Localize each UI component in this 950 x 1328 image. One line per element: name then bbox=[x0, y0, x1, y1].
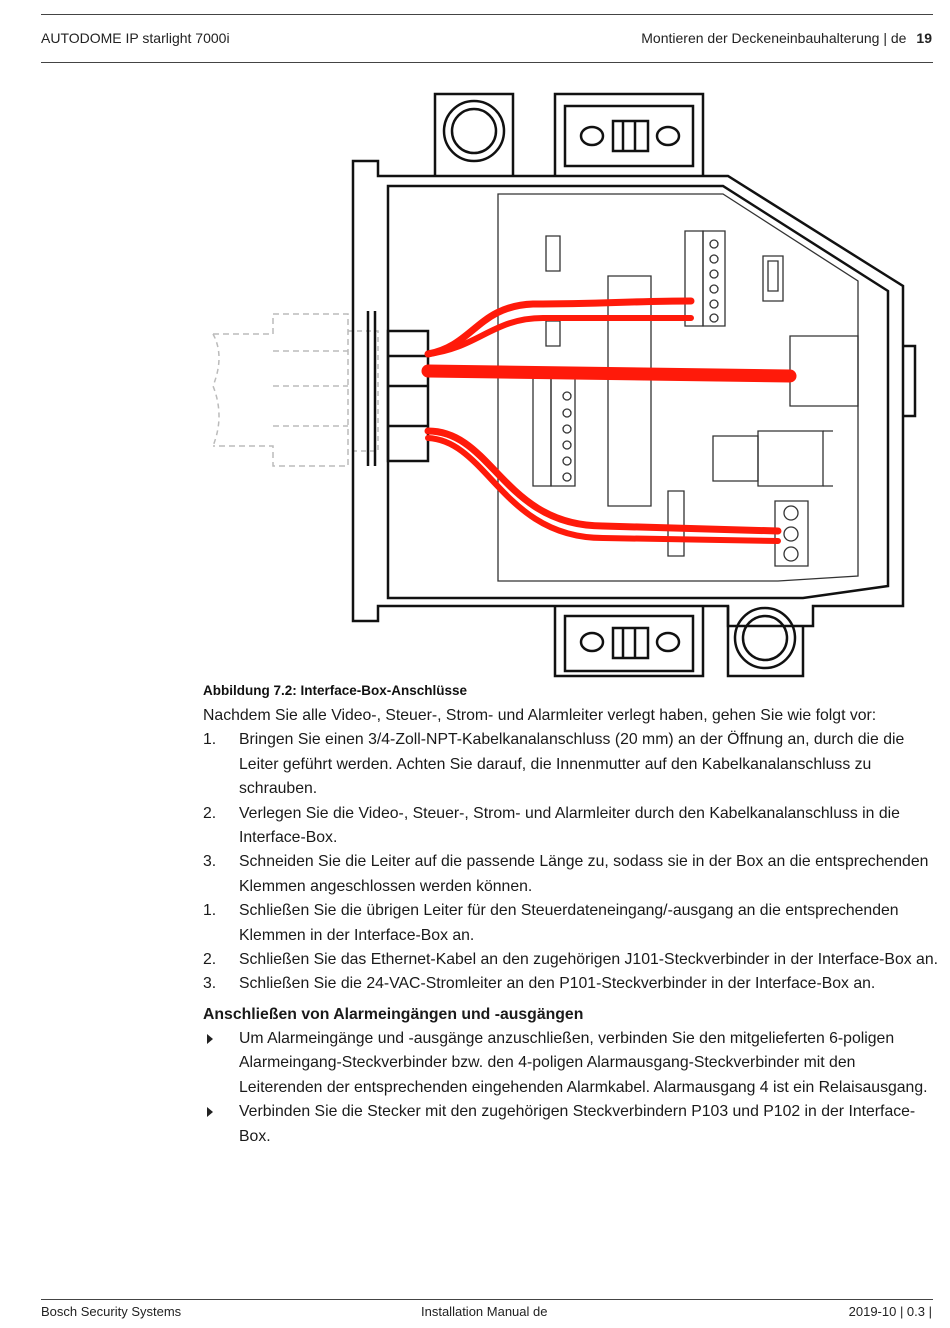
main-content bbox=[203, 704, 938, 1149]
bullet-list bbox=[203, 1027, 938, 1149]
footer-document: Installation Manual de bbox=[421, 1304, 548, 1319]
list-item bbox=[203, 972, 938, 996]
step-list bbox=[203, 728, 938, 996]
step-number: 3. bbox=[203, 975, 217, 993]
header-section-title: Montieren der Deckeneinbauhalterung | de bbox=[641, 30, 907, 46]
step-number: 2. bbox=[203, 804, 217, 822]
interface-box-diagram bbox=[203, 86, 921, 680]
list-item bbox=[203, 948, 938, 972]
triangle-bullet-icon bbox=[207, 1034, 213, 1044]
footer-version: 2019-10 | 0.3 | bbox=[848, 1304, 932, 1319]
header-product: AUTODOME IP starlight 7000i bbox=[41, 30, 230, 46]
header-rule-top bbox=[41, 14, 933, 15]
section-subheading: Anschließen von Alarmeingängen und -ausgängen bbox=[203, 1005, 584, 1023]
step-text: Schneiden Sie die Leiter auf die passende Länge zu, sodass sie in der Box an die entsprechenden Klemmen angeschlossen werden können. bbox=[239, 853, 929, 895]
page-number: 19 bbox=[916, 30, 932, 46]
bullet-text: Um Alarmeingänge und -ausgänge anzuschließen, verbinden Sie den mitgelieferten 6-poligen Alarmeingang-Steckverbinder bzw. den 4-poligen Alarmausgang-Steckverbinder mit den Leiterenden der entsprechenden eingehenden Alarmkabel. Alarmausgang 4 ist ein Relaisausgang. bbox=[239, 1029, 928, 1096]
list-item bbox=[203, 728, 938, 801]
list-item bbox=[203, 850, 938, 899]
header-section bbox=[641, 30, 932, 46]
step-number: 1. bbox=[203, 902, 217, 920]
list-item bbox=[203, 899, 938, 948]
step-text: Schließen Sie die 24-VAC-Stromleiter an den P101-Steckverbinder in der Interface-Box an. bbox=[239, 975, 876, 993]
step-text: Schließen Sie das Ethernet-Kabel an den zugehörigen J101-Steckverbinder in der Interface-Box an. bbox=[239, 951, 938, 969]
footer-rule bbox=[41, 1299, 933, 1300]
triangle-bullet-icon bbox=[207, 1107, 213, 1117]
step-text: Bringen Sie einen 3/4-Zoll-NPT-Kabelkanalanschluss (20 mm) an der Öffnung an, durch die die Leiter geführt werden. Achten Sie darauf, die Innenmutter auf den Kabelkanalanschluss zu schrauben. bbox=[239, 731, 905, 798]
step-text: Schließen Sie die übrigen Leiter für den Steuerdateneingang/-ausgang an die entsprechenden Klemmen in der Interface-Box an. bbox=[239, 902, 899, 944]
wires bbox=[428, 301, 790, 541]
header-rule-bottom bbox=[41, 62, 933, 63]
step-text: Verlegen Sie die Video-, Steuer-, Strom- und Alarmleiter durch den Kabelkanalanschluss in die Interface-Box. bbox=[239, 804, 900, 847]
list-item bbox=[203, 802, 938, 851]
bullet-text: Verbinden Sie die Stecker mit den zugehörigen Steckverbindern P103 und P102 in der Interface-Box. bbox=[239, 1103, 916, 1145]
list-item bbox=[203, 1027, 938, 1100]
step-number: 1. bbox=[203, 731, 217, 749]
list-item bbox=[203, 1100, 938, 1149]
circuit-board bbox=[498, 194, 858, 581]
step-number: 3. bbox=[203, 853, 217, 871]
footer-company: Bosch Security Systems bbox=[41, 1304, 182, 1319]
box-housing bbox=[353, 94, 915, 676]
step-number: 2. bbox=[203, 951, 217, 969]
figure-caption: Abbildung 7.2: Interface-Box-Anschlüsse bbox=[203, 683, 468, 698]
intro-paragraph: Nachdem Sie alle Video-, Steuer-, Strom- und Alarmleiter verlegt haben, gehen Sie wie folgt vor: bbox=[203, 707, 877, 724]
